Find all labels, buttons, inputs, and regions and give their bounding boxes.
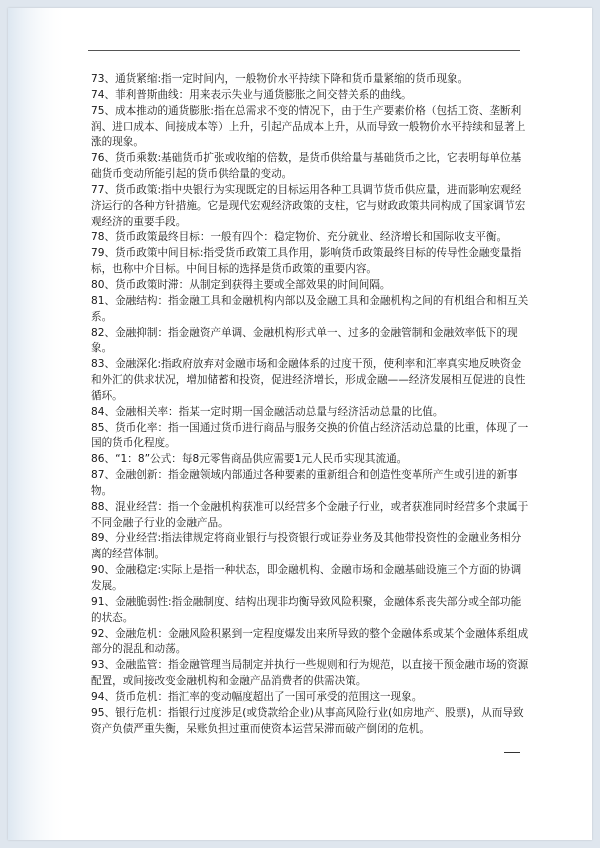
margin-dash [504,752,520,753]
glossary-entry-85: 85、货币化率：指一国通过货币进行商品与服务交换的价值占经济活动总量的比重，体现了一国的货币化程度。 [91,421,529,450]
glossary-entry-94: 94、货币危机：指汇率的变动幅度超出了一国可承受的范围这一现象。 [91,690,423,703]
glossary-entry-78: 78、货币政策最终目标：一般有四个：稳定物价、充分就业、经济增长和国际收支平衡。 [91,231,508,244]
glossary-entry-84: 84、金融相关率：指某一定时期一国金融活动总量与经济活动总量的比值。 [91,405,444,418]
glossary-entry-88: 88、混业经营：指一个金融机构获准可以经营多个金融子行业，或者获准同时经营多个隶属于不同金融子行业的金融产品。 [91,500,529,529]
header-rule [88,50,520,51]
glossary-entry-79: 79、货币政策中间目标:指受货币政策工具作用，影响货币政策最终目标的传导性金融变量指标，也称中介目标。中间目标的选择是货币政策的重要内容。 [91,247,522,276]
glossary-entry-74: 74、菲利普斯曲线：用来表示失业与通货膨胀之间交替关系的曲线。 [91,88,412,101]
glossary-entry-73: 73、通货紧缩:指一定时间内，一般物价水平持续下降和货币量紧缩的货币现象。 [91,73,469,85]
glossary-entry-77: 77、货币政策:指中央银行为实现既定的目标运用各种工具调节货币供应量，进而影响宏观经济运行的各种方针措施。它是现代宏观经济政策的支柱，它与财政政策共同构成了国家调节宏观经济的重要手段。 [91,183,526,228]
glossary-entry-87: 87、金融创新：指金融领域内部通过各种要素的重新组合和创造性变革所产生或引进的新事物。 [91,469,518,497]
glossary-entry-92: 92、金融危机：金融风险积累到一定程度爆发出来所导致的整个金融体系或某个金融体系组成部分的混乱和动荡。 [91,627,529,656]
glossary-entry-95: 95、银行危机：指银行过度涉足(或贷款给企业)从事高风险行业(如房地产、股票)，从而导致资产负债严重失衡，呆账负担过重而使资本运营呆滞而破产倒闭的危机。 [91,706,524,735]
glossary-entry-75: 75、成本推动的通货膨胀:指在总需求不变的情况下，由于生产要素价格（包括工资、垄断利润、进口成本、间接成本等）上升，引起产品成本上升，从而导致一般物价水平持续和显著上涨的现象。 [91,104,526,149]
glossary-entry-89: 89、分业经营:指法律规定将商业银行与投资银行或证券业务及其他带投资性的金融业务相分离的经营体制。 [91,532,522,561]
glossary-entry-86: 86、“1：8”公式：每8元零售商品供应需要1元人民币实现其流通。 [91,453,408,466]
glossary-entry-82: 82、金融抑制：指金融资产单调、金融机构形式单一、过多的金融管制和金融效率低下的现象。 [91,326,518,355]
glossary-entry-93: 93、金融监管：指金融管理当局制定并执行一些规则和行为规范，以直接干预金融市场的资源配置，或间接改变金融机构和金融产品消费者的供需决策。 [91,659,529,688]
glossary-entry-80: 80、货币政策时滞：从制定到获得主要或全部效果的时间间隔。 [91,278,391,291]
page-edge-decoration [8,8,68,840]
glossary-entry-91: 91、金融脆弱性:指金融制度、结构出现非均衡导致风险积聚，金融体系丧失部分或全部功能的状态。 [91,595,522,624]
document-page [8,8,592,840]
glossary-entry-90: 90、金融稳定:实际上是指一种状态，即金融机构、金融市场和金融基础设施三个方面的协调发展。 [91,564,522,592]
glossary-entries [91,72,531,737]
glossary-entry-83: 83、金融深化:指政府放弃对金融市场和金融体系的过度干预，使利率和汇率真实地反映资金和外汇的供求状况，增加储蓄和投资，促进经济增长，形成金融——经济发展相互促进的良性循环。 [91,358,526,402]
glossary-entry-81: 81、金融结构：指金融工具和金融机构内部以及金融工具和金融机构之间的有机组合和相互关系。 [91,294,529,323]
glossary-entry-76: 76、货币乘数:基础货币扩张或收缩的倍数，是货币供给量与基础货币之比，它表明每单位基础货币变动所能引起的货币供给量的变动。 [91,152,522,181]
